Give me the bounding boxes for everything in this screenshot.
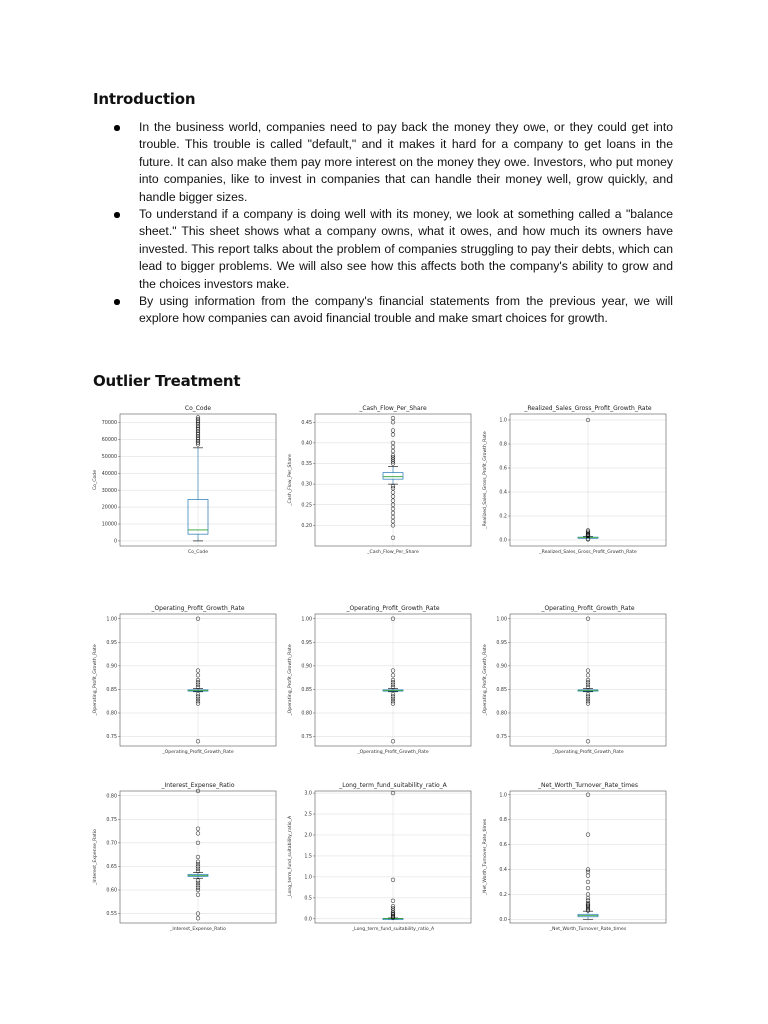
y-tick-label: 0.95 xyxy=(301,640,312,646)
chart-title: _Operating_Profit_Growth_Rate xyxy=(151,605,245,612)
y-tick-label: 0.2 xyxy=(499,514,507,520)
outlier-treatment-heading: Outlier Treatment xyxy=(93,372,241,390)
y-tick-label: 0.95 xyxy=(106,640,117,646)
boxplot-operating-profit-growth-rate-3 xyxy=(480,602,670,757)
y-axis-label: _Cash_Flow_Per_Share xyxy=(288,454,293,506)
y-tick-label: 0.55 xyxy=(106,912,117,918)
y-tick-label: 0.85 xyxy=(496,688,507,694)
y-tick-label: 0.8 xyxy=(499,442,507,448)
y-tick-label: 0.25 xyxy=(301,503,312,509)
y-tick-label: 0.4 xyxy=(499,868,507,874)
y-tick-label: 0.65 xyxy=(106,865,117,871)
chart-title: _Long_term_fund_suitability_ratio_A xyxy=(339,782,447,789)
y-tick-label: 0.2 xyxy=(499,892,507,898)
y-tick-label: 0.80 xyxy=(106,711,117,717)
y-tick-label: 1.00 xyxy=(301,617,312,623)
x-axis-label: _Long_term_fund_suitability_ratio_A xyxy=(351,927,435,932)
x-axis-label: Co_Code xyxy=(187,550,209,555)
x-axis-label: _Net_Worth_Turnover_Rate_times xyxy=(549,927,627,932)
introduction-heading: Introduction xyxy=(93,90,196,108)
introduction-bullet-list xyxy=(93,119,673,328)
y-tick-label: 0.70 xyxy=(106,841,117,847)
y-tick-label: 0.80 xyxy=(301,711,312,717)
y-axis-label: _Interest_Expense_Ratio xyxy=(93,829,98,885)
y-axis-label: _Operating_Profit_Growth_Rate xyxy=(483,644,488,716)
x-axis-label: _Interest_Expense_Ratio xyxy=(170,927,226,932)
chart-title: _Realized_Sales_Gross_Profit_Growth_Rate xyxy=(524,405,652,412)
y-tick-label: 0.90 xyxy=(301,664,312,670)
bullet-item xyxy=(93,119,673,206)
y-axis-label: _Net_Worth_Turnover_Rate_times xyxy=(483,818,488,896)
boxplot-interest-expense-ratio xyxy=(90,779,280,934)
boxplot-svg xyxy=(285,602,475,757)
y-tick-label: 0.90 xyxy=(496,664,507,670)
bullet-dot-icon xyxy=(114,212,120,218)
y-tick-label: 0.95 xyxy=(496,640,507,646)
y-tick-label: 0.75 xyxy=(106,817,117,823)
y-tick-label: 3.0 xyxy=(304,791,312,797)
boxplot-svg xyxy=(480,402,670,557)
bullet-text: By using information from the company's financial statements from the previous year, we will explore how companies can avoid financial trouble and make smart choices for growth. xyxy=(139,294,673,326)
y-tick-label: 0.0 xyxy=(499,917,507,923)
y-tick-label: 0.6 xyxy=(499,466,507,472)
y-tick-label: 0.85 xyxy=(106,688,117,694)
y-tick-label: 20000 xyxy=(101,505,117,511)
y-tick-label: 60000 xyxy=(101,437,117,443)
y-tick-label: 0.85 xyxy=(301,688,312,694)
y-tick-label: 40000 xyxy=(101,471,117,477)
boxplot-co-code xyxy=(90,402,280,557)
boxplot-net-worth-turnover-rate-times xyxy=(480,779,670,934)
y-tick-label: 0.4 xyxy=(499,490,507,496)
y-tick-label: 0.30 xyxy=(301,482,312,488)
y-axis-label: _Long_term_fund_suitability_ratio_A xyxy=(288,815,293,899)
y-tick-label: 0.90 xyxy=(106,664,117,670)
y-tick-label: 0.45 xyxy=(301,420,312,426)
y-tick-label: 1.0 xyxy=(499,418,507,424)
y-tick-label: 0.40 xyxy=(301,441,312,447)
y-tick-label: 0.0 xyxy=(304,917,312,923)
boxplot-svg xyxy=(285,402,475,557)
x-axis-label: _Operating_Profit_Growth_Rate xyxy=(162,750,234,755)
y-tick-label: 1.0 xyxy=(499,793,507,799)
y-axis-label: _Operating_Profit_Growth_Rate xyxy=(93,644,98,716)
y-tick-label: 30000 xyxy=(101,488,117,494)
y-tick-label: 1.00 xyxy=(496,617,507,623)
y-tick-label: 0.80 xyxy=(106,794,117,800)
chart-title: _Operating_Profit_Growth_Rate xyxy=(346,605,440,612)
boxplot-svg xyxy=(480,602,670,757)
boxplot-svg xyxy=(90,602,280,757)
chart-title: _Operating_Profit_Growth_Rate xyxy=(541,605,635,612)
x-axis-label: _Realized_Sales_Gross_Profit_Growth_Rate xyxy=(539,550,637,555)
boxplot-operating-profit-growth-rate-2 xyxy=(285,602,475,757)
y-tick-label: 0.75 xyxy=(106,735,117,741)
bullet-item xyxy=(93,206,673,293)
chart-title: _Net_Worth_Turnover_Rate_times xyxy=(538,782,638,789)
bullet-text: To understand if a company is doing well with its money, we look at something called a "balance sheet." This sheet shows what a company owns, what it owes, and how much its owners have invested. This report talks about the problem of companies struggling to pay their debts, which can lead to bigger problems. We will also see how this affects both the company's ability to grow and the choices investors make. xyxy=(139,207,673,291)
boxplot-svg xyxy=(480,779,670,934)
y-tick-label: 0.6 xyxy=(499,843,507,849)
y-tick-label: 0 xyxy=(113,539,117,545)
boxplot-svg xyxy=(90,402,280,557)
y-tick-label: 70000 xyxy=(101,421,117,427)
y-tick-label: 0.35 xyxy=(301,462,312,468)
y-tick-label: 50000 xyxy=(101,454,117,460)
y-tick-label: 2.5 xyxy=(304,812,312,818)
y-tick-label: 0.60 xyxy=(106,888,117,894)
y-tick-label: 1.0 xyxy=(304,875,312,881)
x-axis-label: _Operating_Profit_Growth_Rate xyxy=(357,750,429,755)
bullet-text: In the business world, companies need to pay back the money they owe, or they could get into trouble. This trouble is called "default," and it makes it hard for a company to get loans in the future. It can also make them pay more interest on the money they owe. Investors, who put money into companies, like to invest in companies that can handle their money well, grow quickly, and handle bigger sizes. xyxy=(139,120,673,204)
y-tick-label: 10000 xyxy=(101,522,117,528)
y-tick-label: 0.75 xyxy=(496,735,507,741)
boxplot-operating-profit-growth-rate-1 xyxy=(90,602,280,757)
chart-title: _Cash_Flow_Per_Share xyxy=(359,405,427,412)
boxplot-cash-flow-per-share xyxy=(285,402,475,557)
y-tick-label: 0.8 xyxy=(499,818,507,824)
y-tick-label: 0.0 xyxy=(499,538,507,544)
x-axis-label: _Operating_Profit_Growth_Rate xyxy=(552,750,624,755)
y-axis-label: _Realized_Sales_Gross_Profit_Growth_Rate xyxy=(483,431,488,529)
chart-title: _Interest_Expense_Ratio xyxy=(161,782,235,789)
boxplot-realized-sales-gross-profit-growth-rate xyxy=(480,402,670,557)
bullet-dot-icon xyxy=(114,125,120,131)
bullet-dot-icon xyxy=(114,299,120,305)
y-tick-label: 0.75 xyxy=(301,735,312,741)
y-axis-label: _Operating_Profit_Growth_Rate xyxy=(288,644,293,716)
y-tick-label: 1.00 xyxy=(106,617,117,623)
y-axis-label: Co_Code xyxy=(93,469,98,491)
y-tick-label: 2.0 xyxy=(304,833,312,839)
y-tick-label: 0.80 xyxy=(496,711,507,717)
y-tick-label: 1.5 xyxy=(304,854,312,860)
boxplot-long-term-fund-suitability-ratio-a xyxy=(285,779,475,934)
bullet-item xyxy=(93,293,673,328)
chart-title: Co_Code xyxy=(184,405,212,412)
boxplot-svg xyxy=(90,779,280,934)
boxplot-svg xyxy=(285,779,475,934)
x-axis-label: _Cash_Flow_Per_Share xyxy=(367,550,419,555)
y-tick-label: 0.20 xyxy=(301,523,312,529)
y-tick-label: 0.5 xyxy=(304,896,312,902)
